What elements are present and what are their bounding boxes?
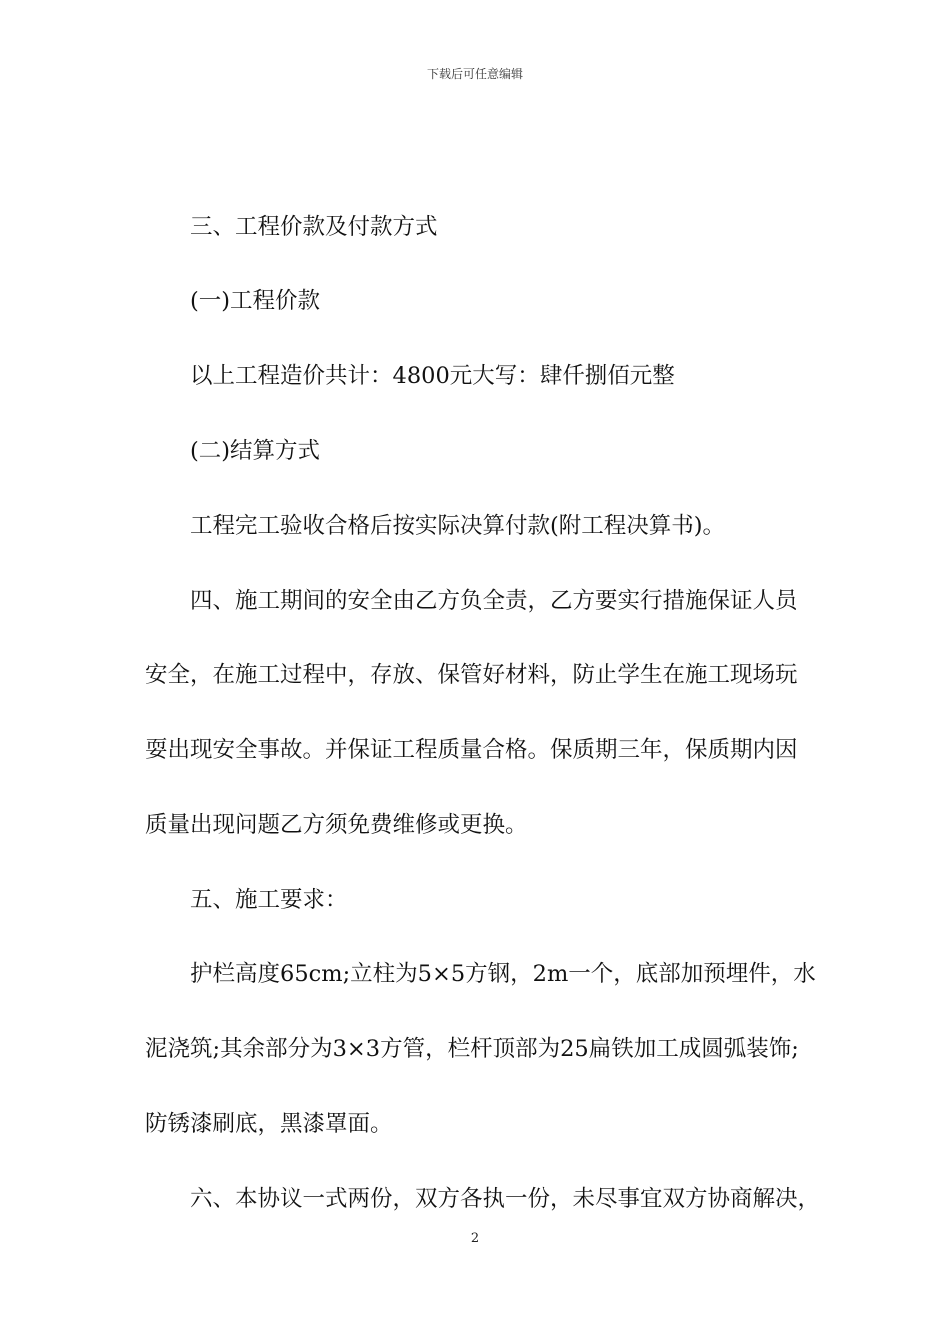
page-header: 下载后可任意编辑 xyxy=(426,67,523,81)
paragraph-safety-line-2: 安全，在施工过程中，存放、保管好材料，防止学生在施工现场玩 xyxy=(145,662,798,688)
paragraph-requirements-line-3: 防锈漆刷底，黑漆罩面。 xyxy=(145,1111,393,1137)
subsection-heading-settlement: (二)结算方式 xyxy=(190,438,321,464)
subsection-heading-price: (一)工程价款 xyxy=(190,288,321,314)
paragraph-requirements-line-1: 护栏高度65cm;立柱为5×5方钢，2m一个，底部加预埋件，水 xyxy=(190,961,816,987)
paragraph-requirements-line-2: 泥浇筑;其余部分为3×3方管，栏杆顶部为25扁铁加工成圆弧装饰; xyxy=(145,1036,799,1062)
paragraph-total-cost: 以上工程造价共计：4800元大写：肆仟捌佰元整 xyxy=(190,363,675,389)
paragraph-safety-line-3: 耍出现安全事故。并保证工程质量合格。保质期三年，保质期内因 xyxy=(145,737,798,763)
paragraph-safety-line-1: 四、施工期间的安全由乙方负全责，乙方要实行措施保证人员 xyxy=(190,588,798,614)
section-heading-5: 五、施工要求： xyxy=(190,887,348,913)
section-heading-3: 三、工程价款及付款方式 xyxy=(190,214,438,240)
page-number: 2 xyxy=(470,1231,480,1246)
paragraph-agreement-line-1: 六、本协议一式两份，双方各执一份，未尽事宜双方协商解决， xyxy=(190,1186,821,1212)
paragraph-safety-line-4: 质量出现问题乙方须免费维修或更换。 xyxy=(145,812,528,838)
paragraph-settlement: 工程完工验收合格后按实际决算付款(附工程决算书)。 xyxy=(190,513,726,539)
